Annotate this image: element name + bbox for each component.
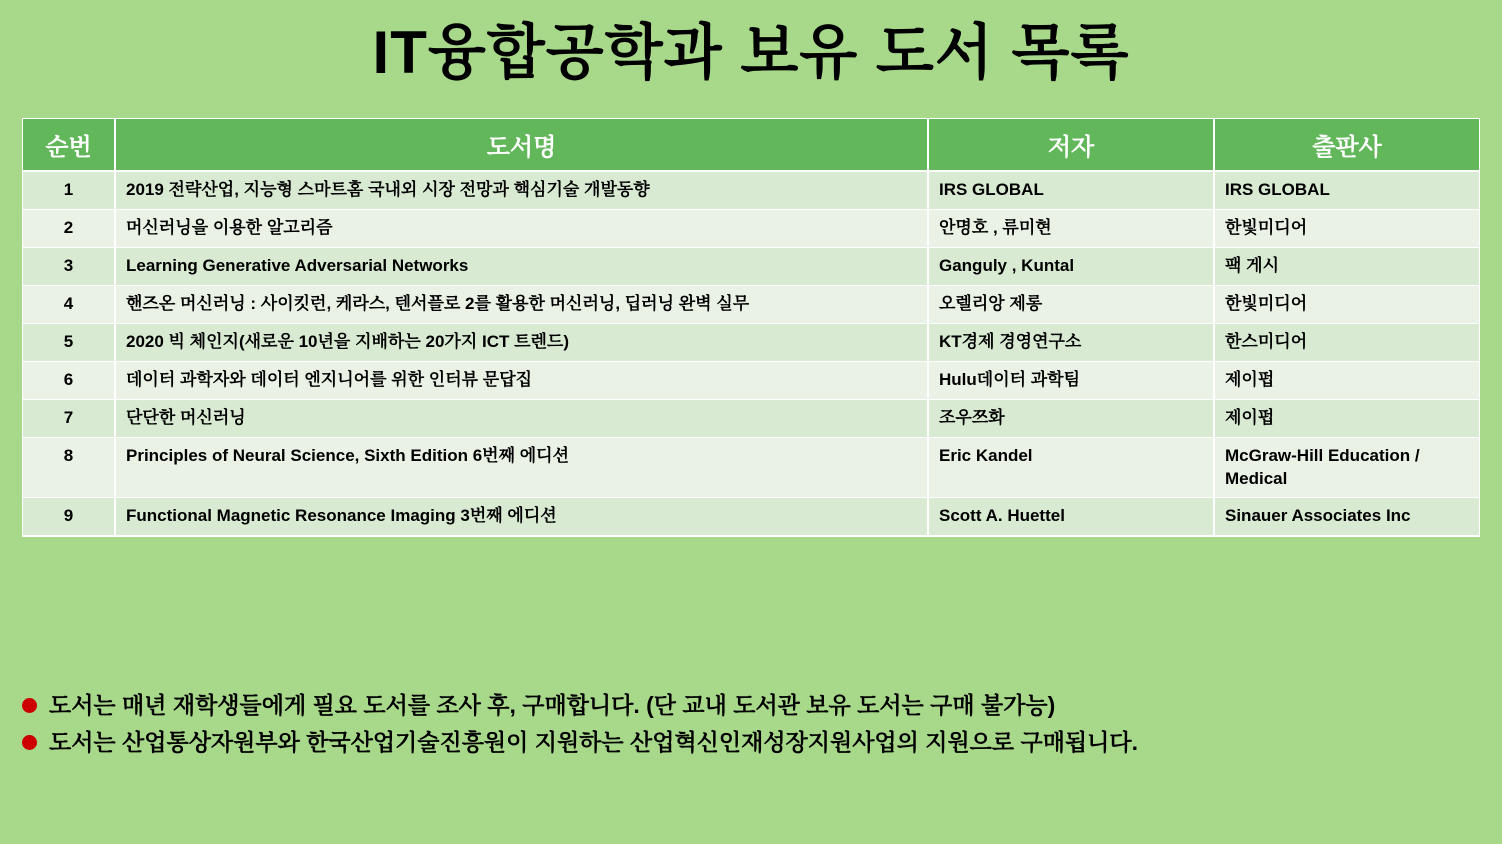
cell-author: 오렐리앙 제롱 <box>928 285 1214 323</box>
cell-publisher: McGraw-Hill Education / Medical <box>1214 437 1479 498</box>
note-item <box>22 690 1480 721</box>
cell-no: 3 <box>23 247 115 285</box>
table-row <box>23 437 1479 498</box>
cell-publisher: IRS GLOBAL <box>1214 171 1479 209</box>
table-row <box>23 361 1479 399</box>
bullet-icon <box>22 698 37 713</box>
cell-title: 데이터 과학자와 데이터 엔지니어를 위한 인터뷰 문답집 <box>115 361 928 399</box>
cell-publisher: Sinauer Associates Inc <box>1214 498 1479 536</box>
cell-title: 머신러닝을 이용한 알고리즘 <box>115 209 928 247</box>
table-row <box>23 247 1479 285</box>
cell-title: 2019 전략산업, 지능형 스마트홈 국내외 시장 전망과 핵심기술 개발동향 <box>115 171 928 209</box>
cell-author: KT경제 경영연구소 <box>928 323 1214 361</box>
column-header-author: 저자 <box>928 119 1214 171</box>
table-row <box>23 209 1479 247</box>
page-title: IT융합공학과 보유 도서 목록 <box>372 19 1130 86</box>
cell-author: Ganguly , Kuntal <box>928 247 1214 285</box>
cell-title: 단단한 머신러닝 <box>115 399 928 437</box>
cell-publisher: 제이펍 <box>1214 399 1479 437</box>
bullet-icon <box>22 735 37 750</box>
cell-author: Scott A. Huettel <box>928 498 1214 536</box>
cell-author: IRS GLOBAL <box>928 171 1214 209</box>
cell-no: 8 <box>23 437 115 498</box>
cell-title: 2020 빅 체인지(새로운 10년을 지배하는 20가지 ICT 트렌드) <box>115 323 928 361</box>
cell-no: 7 <box>23 399 115 437</box>
cell-author: 조우쯔화 <box>928 399 1214 437</box>
note-item <box>22 727 1480 758</box>
book-list-table-wrapper <box>22 118 1480 537</box>
note-text: 도서는 매년 재학생들에게 필요 도서를 조사 후, 구매합니다. (단 교내 도서관 보유 도서는 구매 불가능) <box>49 692 1056 718</box>
column-header-publisher: 출판사 <box>1214 119 1479 171</box>
cell-author: 안명호 , 류미현 <box>928 209 1214 247</box>
column-header-no: 순번 <box>23 119 115 171</box>
cell-author: Hulu데이터 과학팀 <box>928 361 1214 399</box>
book-list-table <box>23 119 1479 536</box>
cell-no: 5 <box>23 323 115 361</box>
table-row <box>23 399 1479 437</box>
notes-section <box>22 690 1480 764</box>
cell-title: 핸즈온 머신러닝 : 사이킷런, 케라스, 텐서플로 2를 활용한 머신러닝, 딥러닝 완벽 실무 <box>115 285 928 323</box>
cell-title: Functional Magnetic Resonance Imaging 3번째 에디션 <box>115 498 928 536</box>
cell-no: 2 <box>23 209 115 247</box>
cell-no: 9 <box>23 498 115 536</box>
cell-no: 6 <box>23 361 115 399</box>
cell-author: Eric Kandel <box>928 437 1214 498</box>
cell-no: 1 <box>23 171 115 209</box>
cell-publisher: 한빛미디어 <box>1214 209 1479 247</box>
table-row <box>23 171 1479 209</box>
cell-publisher: 제이펍 <box>1214 361 1479 399</box>
table-header-row <box>23 119 1479 171</box>
cell-publisher: 팩 게시 <box>1214 247 1479 285</box>
table-row <box>23 323 1479 361</box>
cell-title: Learning Generative Adversarial Networks <box>115 247 928 285</box>
note-text: 도서는 산업통상자원부와 한국산업기술진흥원이 지원하는 산업혁신인재성장지원사업의 지원으로 구매됩니다. <box>49 729 1138 756</box>
cell-publisher: 한빛미디어 <box>1214 285 1479 323</box>
table-row <box>23 285 1479 323</box>
cell-publisher: 한스미디어 <box>1214 323 1479 361</box>
table-row <box>23 498 1479 536</box>
cell-no: 4 <box>23 285 115 323</box>
cell-title: Principles of Neural Science, Sixth Edition 6번째 에디션 <box>115 437 928 498</box>
column-header-title: 도서명 <box>115 119 928 171</box>
